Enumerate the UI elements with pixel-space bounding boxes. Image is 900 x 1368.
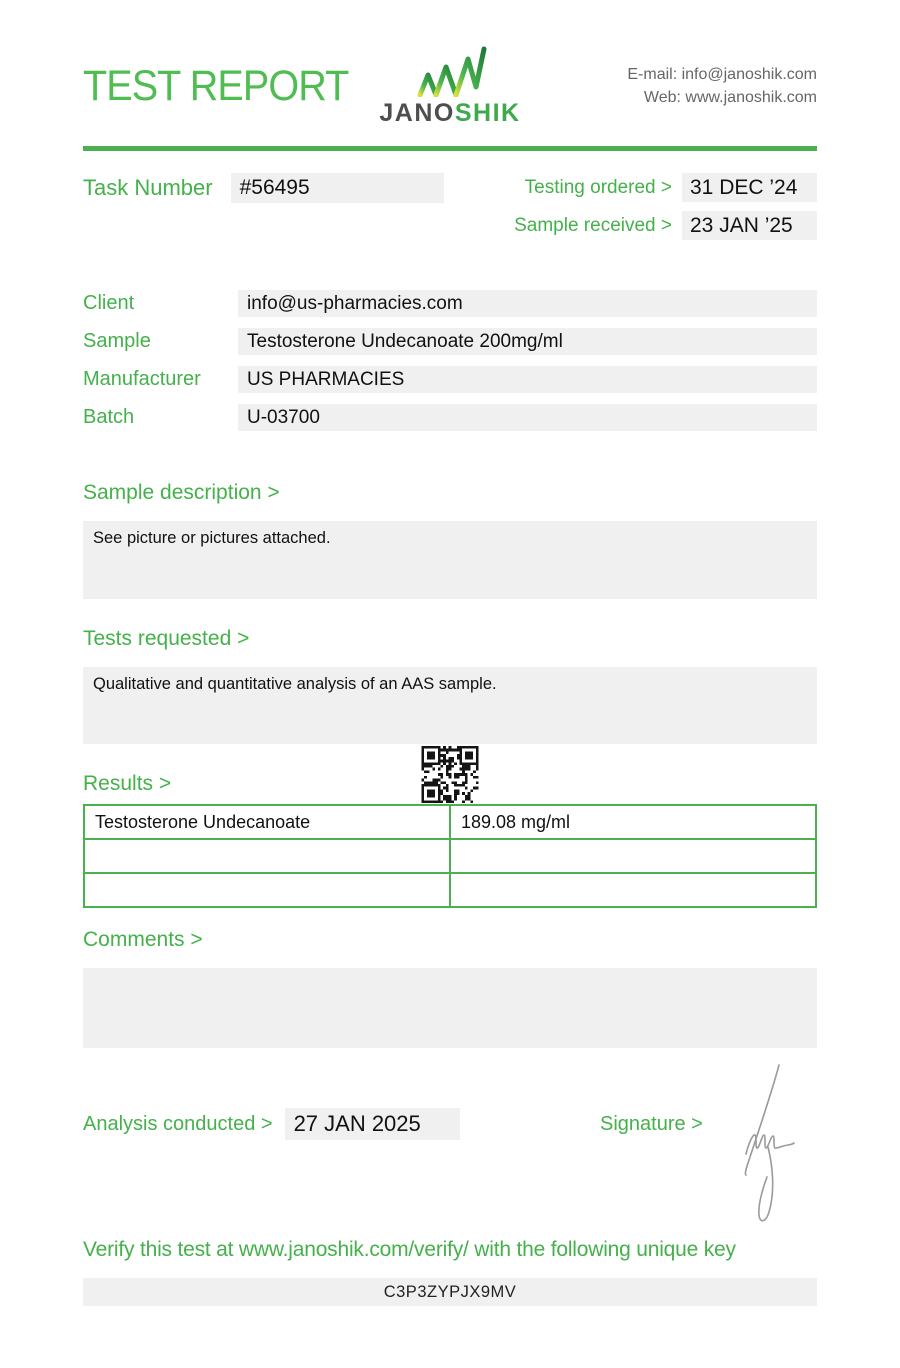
test-report-page [0,40,900,1368]
task-number-label: Task Number [83,175,213,200]
task-dates-group [514,173,817,240]
signature-label: Signature > [600,1112,703,1135]
info-row-manufacturer [83,366,817,393]
manufacturer-value: US PHARMACIES [238,366,817,393]
result-value-cell: 189.08 mg/ml [450,805,816,839]
analysis-date-value: 27 JAN 2025 [285,1108,460,1140]
tests-requested-box: Qualitative and quantitative analysis of an AAS sample. [83,667,817,744]
testing-ordered-label: Testing ordered > [524,176,672,198]
testing-ordered-value: 31 DEC ’24 [682,173,817,202]
brand-text [379,99,520,128]
task-number-value: #56495 [231,173,444,203]
task-number-group [83,173,444,240]
tests-requested-heading: Tests requested > [83,627,250,650]
page-title: TEST REPORT [83,61,349,110]
task-section [83,173,817,240]
table-row [84,805,816,839]
info-row-batch [83,404,817,431]
result-analyte-cell [84,873,450,907]
brand-prefix: JANO [379,98,455,127]
result-analyte-cell: Testosterone Undecanoate [84,805,450,839]
sample-received-row [514,211,817,240]
table-row [84,839,816,873]
batch-label: Batch [83,406,135,428]
analysis-conducted-label: Analysis conducted > [83,1112,273,1135]
results-header-area [83,744,817,804]
batch-value: U-03700 [238,404,817,431]
result-value-cell [450,873,816,907]
manufacturer-label: Manufacturer [83,368,201,390]
header [83,40,817,132]
testing-ordered-row [514,173,817,202]
table-row [84,873,816,907]
brand-logo [379,45,520,128]
results-heading: Results > [83,772,172,795]
result-analyte-cell [84,839,450,873]
contact-email: E-mail: info@janoshik.com [627,65,817,83]
sample-value: Testosterone Undecanoate 200mg/ml [238,328,817,355]
results-table [83,804,817,908]
chart-growth-icon [406,45,494,97]
client-value: info@us-pharmacies.com [238,290,817,317]
signature-image [713,1062,823,1227]
verify-text: Verify this test at www.janoshik.com/verify/ with the following unique key [83,1238,736,1261]
result-value-cell [450,839,816,873]
contact-block [627,63,817,109]
signoff-row [83,1108,817,1140]
qr-code [422,746,479,803]
sample-description-heading: Sample description > [83,481,280,504]
info-row-sample [83,328,817,355]
sample-description-box: See picture or pictures attached. [83,521,817,599]
info-row-client [83,290,817,317]
comments-box [83,968,817,1048]
contact-web: Web: www.janoshik.com [643,89,817,106]
sample-label: Sample [83,330,151,352]
client-label: Client [83,292,135,314]
unique-key-box: C3P3ZYPJX9MV [83,1278,817,1306]
info-section [83,290,817,431]
header-divider [83,146,817,151]
sample-received-value: 23 JAN ’25 [682,211,817,240]
comments-heading: Comments > [83,928,203,951]
brand-suffix: SHIK [454,98,521,127]
sample-received-label: Sample received > [514,214,672,236]
